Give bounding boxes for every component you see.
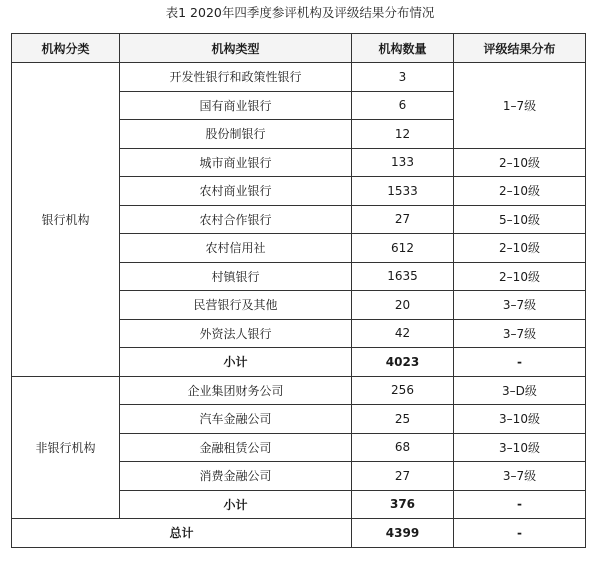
subtotal-range: - (454, 490, 586, 519)
count-cell: 6 (352, 91, 454, 120)
range-cell: 3–7级 (454, 319, 586, 348)
header-row (12, 34, 586, 63)
count-cell: 1635 (352, 262, 454, 291)
table-row (12, 63, 586, 92)
type-cell: 汽车金融公司 (120, 405, 352, 434)
count-cell: 12 (352, 120, 454, 149)
type-cell: 农村信用社 (120, 234, 352, 263)
type-cell: 消费金融公司 (120, 462, 352, 491)
count-cell: 256 (352, 376, 454, 405)
count-cell: 20 (352, 291, 454, 320)
table-row (12, 376, 586, 405)
range-cell: 2–10级 (454, 262, 586, 291)
subtotal-label: 小计 (120, 490, 352, 519)
count-cell: 27 (352, 205, 454, 234)
range-cell: 2–10级 (454, 177, 586, 206)
category-cell-bank: 银行机构 (12, 63, 120, 377)
total-label: 总计 (12, 519, 352, 548)
type-cell: 农村商业银行 (120, 177, 352, 206)
count-cell: 27 (352, 462, 454, 491)
header-category: 机构分类 (12, 34, 120, 63)
header-range: 评级结果分布 (454, 34, 586, 63)
type-cell: 股份制银行 (120, 120, 352, 149)
count-cell: 133 (352, 148, 454, 177)
table-caption: 表1 2020年四季度参评机构及评级结果分布情况 (165, 5, 435, 20)
type-cell: 村镇银行 (120, 262, 352, 291)
range-cell: 3–7级 (454, 462, 586, 491)
count-cell: 612 (352, 234, 454, 263)
type-cell: 外资法人银行 (120, 319, 352, 348)
count-cell: 1533 (352, 177, 454, 206)
category-cell-nonbank: 非银行机构 (12, 376, 120, 519)
type-cell: 民营银行及其他 (120, 291, 352, 320)
count-cell: 25 (352, 405, 454, 434)
type-cell: 城市商业银行 (120, 148, 352, 177)
range-cell-merged: 1–7级 (454, 63, 586, 149)
range-cell: 3–10级 (454, 405, 586, 434)
subtotal-label: 小计 (120, 348, 352, 377)
count-cell: 68 (352, 433, 454, 462)
type-cell: 国有商业银行 (120, 91, 352, 120)
count-cell: 42 (352, 319, 454, 348)
subtotal-count: 4023 (352, 348, 454, 377)
subtotal-range: - (454, 348, 586, 377)
subtotal-count: 376 (352, 490, 454, 519)
total-row (12, 519, 586, 548)
range-cell: 3–7级 (454, 291, 586, 320)
range-cell: 3–10级 (454, 433, 586, 462)
range-cell: 5–10级 (454, 205, 586, 234)
total-count: 4399 (352, 519, 454, 548)
range-cell: 2–10级 (454, 148, 586, 177)
range-cell: 3–D级 (454, 376, 586, 405)
header-count: 机构数量 (352, 34, 454, 63)
total-range: - (454, 519, 586, 548)
range-cell: 2–10级 (454, 234, 586, 263)
type-cell: 农村合作银行 (120, 205, 352, 234)
type-cell: 开发性银行和政策性银行 (120, 63, 352, 92)
count-cell: 3 (352, 63, 454, 92)
header-type: 机构类型 (120, 34, 352, 63)
rating-distribution-table (11, 33, 586, 548)
type-cell: 金融租赁公司 (120, 433, 352, 462)
type-cell: 企业集团财务公司 (120, 376, 352, 405)
